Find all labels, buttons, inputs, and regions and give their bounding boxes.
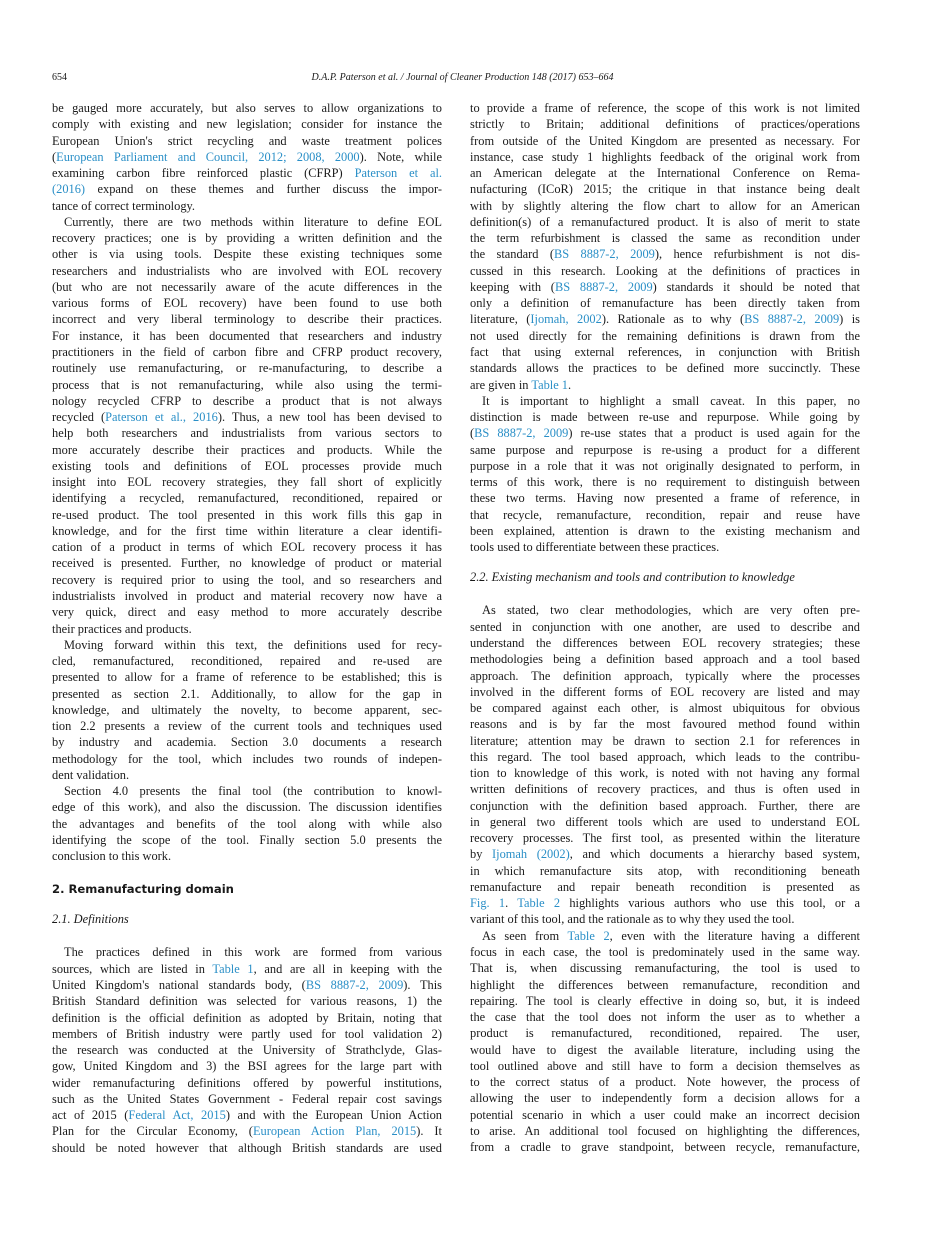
text-line (470, 651, 860, 667)
text-run: conclusion to this work. (52, 849, 172, 864)
text-run: terms of this work, there is no requirement to distinguish between (470, 475, 860, 490)
text-line (470, 911, 860, 927)
text-run: recovery is required prior to using the tool, and so researchers and (52, 572, 442, 587)
text-run: European Union's strict recycling and waste treatment polices (52, 133, 442, 148)
text-line (52, 1140, 442, 1156)
text-line (470, 490, 860, 506)
text-run: ) is (839, 312, 860, 327)
text-line (470, 165, 860, 181)
text-run: that recycle, remanufacture, recondition, repair and reuse have (470, 507, 860, 522)
text-run: examining carbon fibre reinforced plastic (CFRP) (52, 166, 355, 181)
citation-link[interactable]: BS 8887-2, 2009 (553, 247, 655, 262)
text-line (470, 263, 860, 279)
text-line (470, 100, 860, 116)
text-line (470, 425, 860, 441)
text-line (52, 198, 442, 214)
text-run: distinction is made between re-use and repurpose. While going by (470, 410, 860, 425)
text-run: industrialists involved in product and material recovery now have a (52, 588, 442, 603)
text-run: this regard. The tool based approach, which leads to the contribu- (470, 749, 860, 764)
text-run: expand on these themes and further discuss the impor- (85, 182, 442, 197)
text-run: act of 2015 ( (52, 1108, 129, 1123)
text-run: by industry and academia. Section 3.0 documents a research (52, 735, 442, 750)
text-run: ). Note, while (359, 149, 442, 164)
citation-link[interactable]: Table 1 (212, 961, 254, 976)
text-line (470, 474, 860, 490)
text-line (52, 1010, 442, 1026)
text-line (52, 783, 442, 799)
text-run: ) re-use states that a product is used again for the (568, 426, 860, 441)
text-line (470, 863, 860, 879)
paragraph (52, 637, 442, 783)
text-run: the case that the tool does not inform the user as to whether a (470, 1010, 860, 1025)
text-line (470, 1090, 860, 1106)
text-run: in general two different tools which are used to understand EOL (470, 814, 860, 829)
text-line (52, 1123, 442, 1139)
text-line (52, 539, 442, 555)
text-line (470, 960, 860, 976)
section-heading: 2. Remanufacturing domain (52, 882, 234, 897)
text-line (470, 1107, 860, 1123)
text-run: from a cradle to grave standpoint, between recycle, remanufacture, (470, 1140, 860, 1155)
text-run: fact that using external references, in conjunction with British (470, 344, 860, 359)
text-line (470, 619, 860, 635)
text-run: gow, United Kingdom and 3) the BSI agrees for the large part with (52, 1059, 442, 1074)
text-run: presented to allow for a frame of reference to be established; this is (52, 670, 442, 685)
text-line (52, 848, 442, 864)
text-run: remanufacture and repair beneath recondition is presented as (470, 879, 860, 894)
text-run: wider remanufacturing definitions offered by powerful institutions, (52, 1075, 442, 1090)
text-run: re-used product. The tool presented in this work fills this gap in (52, 507, 442, 522)
text-line (52, 1042, 442, 1058)
text-line (470, 749, 860, 765)
text-line (470, 133, 860, 149)
text-run: , and are all in keeping with the (253, 961, 442, 976)
text-run: researchers and industrialists who are involved with EOL recovery (52, 263, 442, 278)
text-run: ). Thus, a new tool has been devised to (217, 410, 442, 425)
text-line (470, 377, 860, 393)
text-line (52, 377, 442, 393)
text-run: ) and with the European Union Action (225, 1108, 442, 1123)
text-run: It is important to highlight a small caveat. In this paper, no (482, 393, 860, 408)
right-column (470, 100, 860, 1155)
text-run: The practices defined in this work are formed from various (64, 945, 442, 960)
text-line (52, 588, 442, 604)
text-line (52, 328, 442, 344)
text-run: standards allows the practices to be defined more succinctly. These (470, 361, 860, 376)
text-line (52, 993, 442, 1009)
text-run: As stated, two clear methodologies, which are very often pre- (482, 603, 860, 618)
text-run: ), hence refurbishment is not dis- (654, 247, 860, 262)
text-run: repairing. The tool is clearly effective in doing so, but, it is indeed (470, 993, 860, 1008)
text-run: literature; attention may be drawn to section 2.1 for references in (470, 733, 860, 748)
citation-link[interactable]: European Action Plan, 2015 (252, 1124, 417, 1139)
text-run: British Standard definition was selected for various reasons, 1) the (52, 994, 442, 1009)
text-run: recycled ( (52, 410, 106, 425)
text-run: the term refurbishment is classed the same as recondition under (470, 231, 860, 246)
text-run: their practices and products. (52, 621, 192, 636)
text-line (470, 993, 860, 1009)
citation-link[interactable]: BS 8887-2, 2009 (474, 426, 569, 441)
text-line (470, 879, 860, 895)
text-line (52, 1075, 442, 1091)
text-run: knowledge, and ultimately the novelty, to become apparent, sec- (52, 702, 442, 717)
paragraph (52, 214, 442, 637)
text-line (470, 895, 860, 911)
text-line (470, 830, 860, 846)
text-run: in which remanufacture sits atop, with reconditioning beneath (470, 863, 860, 878)
text-run: cation of a product in terms of which EOL recovery process it has (52, 540, 442, 555)
text-line (52, 799, 442, 815)
text-line (52, 767, 442, 783)
text-run: recovery processes. The first tool, as presented within the literature (470, 831, 860, 846)
citation-link[interactable]: European Parliament and Council, 2012; 2008, 2000 (56, 149, 360, 164)
text-line (52, 1107, 442, 1123)
text-run: For instance, it has been documented that researchers and industry (52, 328, 442, 343)
text-line (52, 458, 442, 474)
text-run: allowing the user to independently form a decision allows for a (470, 1091, 860, 1106)
text-line (470, 458, 860, 474)
paragraph (470, 602, 860, 927)
citation-link[interactable]: (2016) (52, 182, 86, 197)
text-line (52, 246, 442, 262)
text-line (470, 635, 860, 651)
text-line (470, 977, 860, 993)
text-line (470, 668, 860, 684)
text-line (52, 295, 442, 311)
text-run: (but who are not necessarily aware of the acute differences in the (52, 279, 442, 294)
text-run: That is, when discussing remanufacturing, the tool is used to (470, 961, 860, 976)
text-run: Moving forward within this text, the definitions used for recy- (64, 637, 442, 652)
text-line (470, 733, 860, 749)
text-run: routinely use remanufacturing, or re-manufacturing, to describe a (52, 361, 442, 376)
text-run: identifying the scope of the tool. Finally section 5.0 presents the (52, 832, 442, 847)
text-line (52, 816, 442, 832)
text-run: cled, remanufactured, reconditioned, repaired and re-used are (52, 654, 442, 669)
text-run: same purpose and repurpose is re-using a product for a different (470, 442, 860, 457)
citation-link[interactable]: Table 1 (531, 377, 569, 392)
text-run: sources, which are listed in (52, 961, 213, 976)
text-run: ). This (403, 978, 442, 993)
text-run: by (470, 847, 493, 862)
text-run: identifying a recycled, remanufactured, reconditioned, repaired or (52, 491, 442, 506)
text-line (470, 1123, 860, 1139)
text-line (52, 507, 442, 523)
text-line (470, 1025, 860, 1041)
text-line (52, 1091, 442, 1107)
text-line (52, 718, 442, 734)
text-line (470, 684, 860, 700)
text-line (470, 393, 860, 409)
text-line (52, 555, 442, 571)
text-run: keeping with ( (470, 279, 555, 294)
text-run: tool outlined above and still have to form a decision themselves as (470, 1058, 860, 1073)
text-line (470, 1009, 860, 1025)
text-run: been explained, attention is drawn to the existing mechanism and (470, 523, 860, 538)
text-run: written definitions of recovery practices, and thus is often used in (470, 782, 860, 797)
text-run: practitioners in the field of carbon fibre and CFRP product recovery, (52, 344, 442, 359)
text-run: from outside of the United Kingdom are presented as necessary. For (470, 133, 860, 148)
text-line (470, 214, 860, 230)
text-line (52, 734, 442, 750)
text-line (470, 181, 860, 197)
text-line (470, 507, 860, 523)
text-run: involved in the different forms of EOL recovery are listed and may (470, 684, 860, 699)
text-run: highlight the differences between remanufacture, recondition and (470, 977, 860, 992)
text-line (470, 523, 860, 539)
text-run: process that is not remanufacturing, while also using the termi- (52, 377, 442, 392)
text-line (470, 700, 860, 716)
text-line (52, 961, 442, 977)
text-run: cussed in this research. Looking at the definitions of practices in (470, 263, 860, 278)
text-line (52, 214, 442, 230)
text-line (470, 311, 860, 327)
text-run: tion to knowledge of this work, is noted with not having any formal (470, 766, 860, 781)
text-line (470, 116, 860, 132)
text-line (470, 360, 860, 376)
text-run: reasons and is by far the most favoured method found within (470, 717, 860, 732)
text-run: ). It (416, 1124, 443, 1139)
text-run: Currently, there are two methods within literature to define EOL (64, 214, 442, 229)
text-line (470, 279, 860, 295)
text-run: received is presented. Further, no knowledge of product or material (52, 556, 442, 571)
text-run: approach. The definition approach, typically where the processes (470, 668, 860, 683)
text-run: dent validation. (52, 767, 130, 782)
text-run: methodologies being a definition based approach and a tool based (470, 652, 860, 667)
citation-link[interactable]: BS 8887-2, 2009 (305, 978, 404, 993)
text-line (470, 246, 860, 262)
text-run: tools used to differentiate between these practices. (470, 540, 720, 555)
text-run: . (505, 896, 518, 911)
text-run: to the correct status of a product. Note however, the process of (470, 1075, 860, 1090)
text-line (52, 116, 442, 132)
text-run: , and which documents a hierarchy based system, (569, 847, 860, 862)
text-run: knowledge, and for the first time within literature a clear identifi- (52, 523, 442, 538)
text-line (470, 1042, 860, 1058)
paragraph (52, 944, 442, 1155)
text-line (470, 328, 860, 344)
text-line (470, 765, 860, 781)
text-run: edge of this work), and also the discussion. The discussion identifies (52, 800, 442, 815)
text-run: comply with existing and new legislation; consider for instance the (52, 117, 442, 132)
text-line (52, 149, 442, 165)
paragraph (470, 928, 860, 1156)
text-run: highlights various authors who use this tool, or a (560, 896, 861, 911)
text-line (52, 393, 442, 409)
citation-link[interactable]: Paterson et al. (354, 166, 442, 181)
text-line (470, 798, 860, 814)
text-line (52, 1058, 442, 1074)
text-line (470, 409, 860, 425)
text-run: be gauged more accurately, but also serves to allow organizations to (52, 101, 442, 115)
text-line (52, 181, 442, 197)
text-run: nufacturing (ICoR) 2015; the critique in that instance being dealt (470, 182, 860, 197)
text-line (52, 751, 442, 767)
text-run: methodology for the tool, which includes two rounds of indepen- (52, 751, 442, 766)
text-run: various forms of EOL recovery) have been found to use both (52, 296, 442, 311)
text-run: be compared against each other, is almost ubiquitous for obvious (470, 701, 860, 716)
text-line (470, 846, 860, 862)
text-run: tion 2.2 presents a review of the current tools and techniques used (52, 719, 442, 734)
text-run: recovery practices; one is by providing a written definition and the (52, 231, 442, 246)
text-line (52, 100, 442, 116)
text-run: more accurately describe their practices and products. While the (52, 442, 442, 457)
text-run: these two terms. Having now presented a frame of reference, in (470, 491, 860, 506)
text-run: members of British industry were partly used for tool validation 2) (52, 1026, 442, 1041)
text-line (52, 311, 442, 327)
text-run: help both researchers and industrialists from various sectors to (52, 426, 442, 441)
text-line (470, 602, 860, 618)
text-run: the research was conducted at the University of Strathclyde, Glas- (52, 1043, 442, 1058)
text-run: variant of this tool, and the rationale as to why they used the tool. (470, 912, 795, 927)
citation-link[interactable]: BS 8887-2, 2009 (554, 279, 653, 294)
text-line (470, 716, 860, 732)
text-run: sented in conjunction with one another, are used to describe and (470, 619, 860, 634)
text-line (52, 669, 442, 685)
text-run: conjunction with the definition based approach. Further, there are (470, 798, 860, 813)
text-run: tance of correct terminology. (52, 198, 195, 213)
text-run: such as the United States Government - Federal repair cost savings (52, 1091, 442, 1106)
text-run: Plan for the Circular Economy, ( (52, 1124, 253, 1139)
text-run: not used directly for the remaining definitions is drawn from the (470, 328, 860, 343)
text-line (470, 1139, 860, 1155)
text-run: ( (52, 149, 57, 164)
text-line (52, 621, 442, 637)
text-line (52, 653, 442, 669)
text-line (470, 781, 860, 797)
text-run: understand the differences between EOL recovery strategies; these (470, 635, 860, 650)
citation-link[interactable]: Table 2 (517, 896, 561, 911)
text-run: ) standards it should be noted that (652, 279, 860, 294)
text-run: incorrect and very liberal terminology to describe their practices. (52, 312, 442, 327)
text-run: . (568, 377, 572, 392)
text-run: with by slightly altering the flow chart to allow for an American (470, 198, 860, 213)
text-line (470, 928, 860, 944)
text-run: to provide a frame of reference, the scope of this work is not limited (470, 101, 860, 115)
citation-link[interactable]: Federal Act, 2015 (128, 1108, 226, 1123)
text-run: literature, ( (470, 312, 531, 327)
text-line (52, 279, 442, 295)
citation-link[interactable]: Ijomah, 2002 (530, 312, 602, 327)
text-line (52, 474, 442, 490)
citation-link[interactable]: Table 2 (567, 928, 610, 943)
text-run: an American delegate at the International Conference on Rema- (470, 166, 860, 181)
text-line (52, 944, 442, 960)
text-run: only a definition of remanufacture has been directly taken from (470, 296, 860, 311)
text-run: definition(s) of a remanufactured product. It is also of merit to state (470, 214, 860, 229)
text-line (470, 149, 860, 165)
text-run: should be noted however that although British standards are used (52, 1140, 442, 1155)
text-line (470, 230, 860, 246)
citation-link[interactable]: Fig. 1 (470, 896, 506, 911)
text-line (52, 572, 442, 588)
text-run: very quick, direct and easy method to more accurately describe (52, 605, 442, 620)
subsection-heading: 2.1. Definitions (52, 912, 129, 927)
text-line (470, 539, 860, 555)
text-run: existing tools and definitions of EOL processes provide much (52, 458, 442, 473)
text-line (52, 230, 442, 246)
citation-link[interactable]: Ijomah (2002) (492, 847, 570, 862)
text-line (52, 604, 442, 620)
text-line (470, 814, 860, 830)
text-run: definition is the official definition as adopted by Britain, noting that (52, 1010, 442, 1025)
paragraph (470, 393, 860, 556)
text-line (470, 344, 860, 360)
text-line (52, 344, 442, 360)
paragraph (52, 783, 442, 864)
text-run: to arise. An additional tool focused on highlighting the differences, (470, 1123, 860, 1138)
text-run: United Kingdom's national standards body, ( (52, 978, 306, 993)
text-run: nology recycled CFRP to describe a product that is not always (52, 393, 442, 408)
text-run: Section 4.0 presents the final tool (the contribution to knowl- (64, 784, 442, 799)
text-line (52, 409, 442, 425)
text-line (52, 263, 442, 279)
text-run: would have to digest the available literature, including using the (470, 1042, 860, 1057)
text-line (52, 360, 442, 376)
text-line (52, 977, 442, 993)
text-run: strictly to Britain; additional definitions of practices/operations (470, 117, 860, 132)
text-line (470, 295, 860, 311)
text-line (470, 1058, 860, 1074)
text-run: potential scenario in which a user could make an incorrect decision (470, 1107, 860, 1122)
text-line (52, 133, 442, 149)
text-run: instance, case study 1 highlights feedback of the original work from (470, 149, 860, 164)
text-line (52, 702, 442, 718)
text-line (52, 425, 442, 441)
subsection-heading: 2.2. Existing mechanism and tools and contribution to knowledge (470, 570, 795, 585)
text-line (52, 165, 442, 181)
text-line (52, 686, 442, 702)
text-line (52, 1026, 442, 1042)
citation-link[interactable]: Paterson et al., 2016 (105, 410, 218, 425)
text-run: product is remanufactured, reconditioned, repaired. The user, (470, 1026, 860, 1041)
left-column (52, 100, 442, 1156)
text-line (52, 832, 442, 848)
text-run: As seen from (482, 928, 568, 943)
text-line (52, 523, 442, 539)
paragraph (52, 100, 442, 214)
text-line (470, 1074, 860, 1090)
text-line (470, 198, 860, 214)
text-run: the standard ( (470, 247, 554, 262)
text-run: ( (470, 426, 475, 441)
text-line (470, 442, 860, 458)
text-line (52, 637, 442, 653)
text-run: other is via using tools. Despite these existing techniques some (52, 247, 442, 262)
running-header: D.A.P. Paterson et al. / Journal of Cleaner Production 148 (2017) 653–664 (311, 72, 614, 83)
text-line (52, 490, 442, 506)
text-run: insight into EOL recovery strategies, they fall short of explicitly (52, 475, 442, 490)
page-number: 654 (52, 72, 67, 83)
text-line (470, 944, 860, 960)
text-run: presented as section 2.1. Additionally, to allow for the gap in (52, 686, 442, 701)
text-run: ). Rationale as to why ( (601, 312, 745, 327)
text-run: the advantages and benefits of the tool along with while also (52, 816, 442, 831)
citation-link[interactable]: BS 8887-2, 2009 (744, 312, 840, 327)
text-run: purpose in a role that it was not originally designated to perform, in (470, 458, 860, 473)
text-run: , even with the literature having a different (609, 928, 860, 943)
text-run: are given in (470, 377, 532, 392)
text-line (52, 442, 442, 458)
text-run: focus in each case, the tool is predominately used in the same way. (470, 945, 860, 960)
paragraph (470, 100, 860, 393)
